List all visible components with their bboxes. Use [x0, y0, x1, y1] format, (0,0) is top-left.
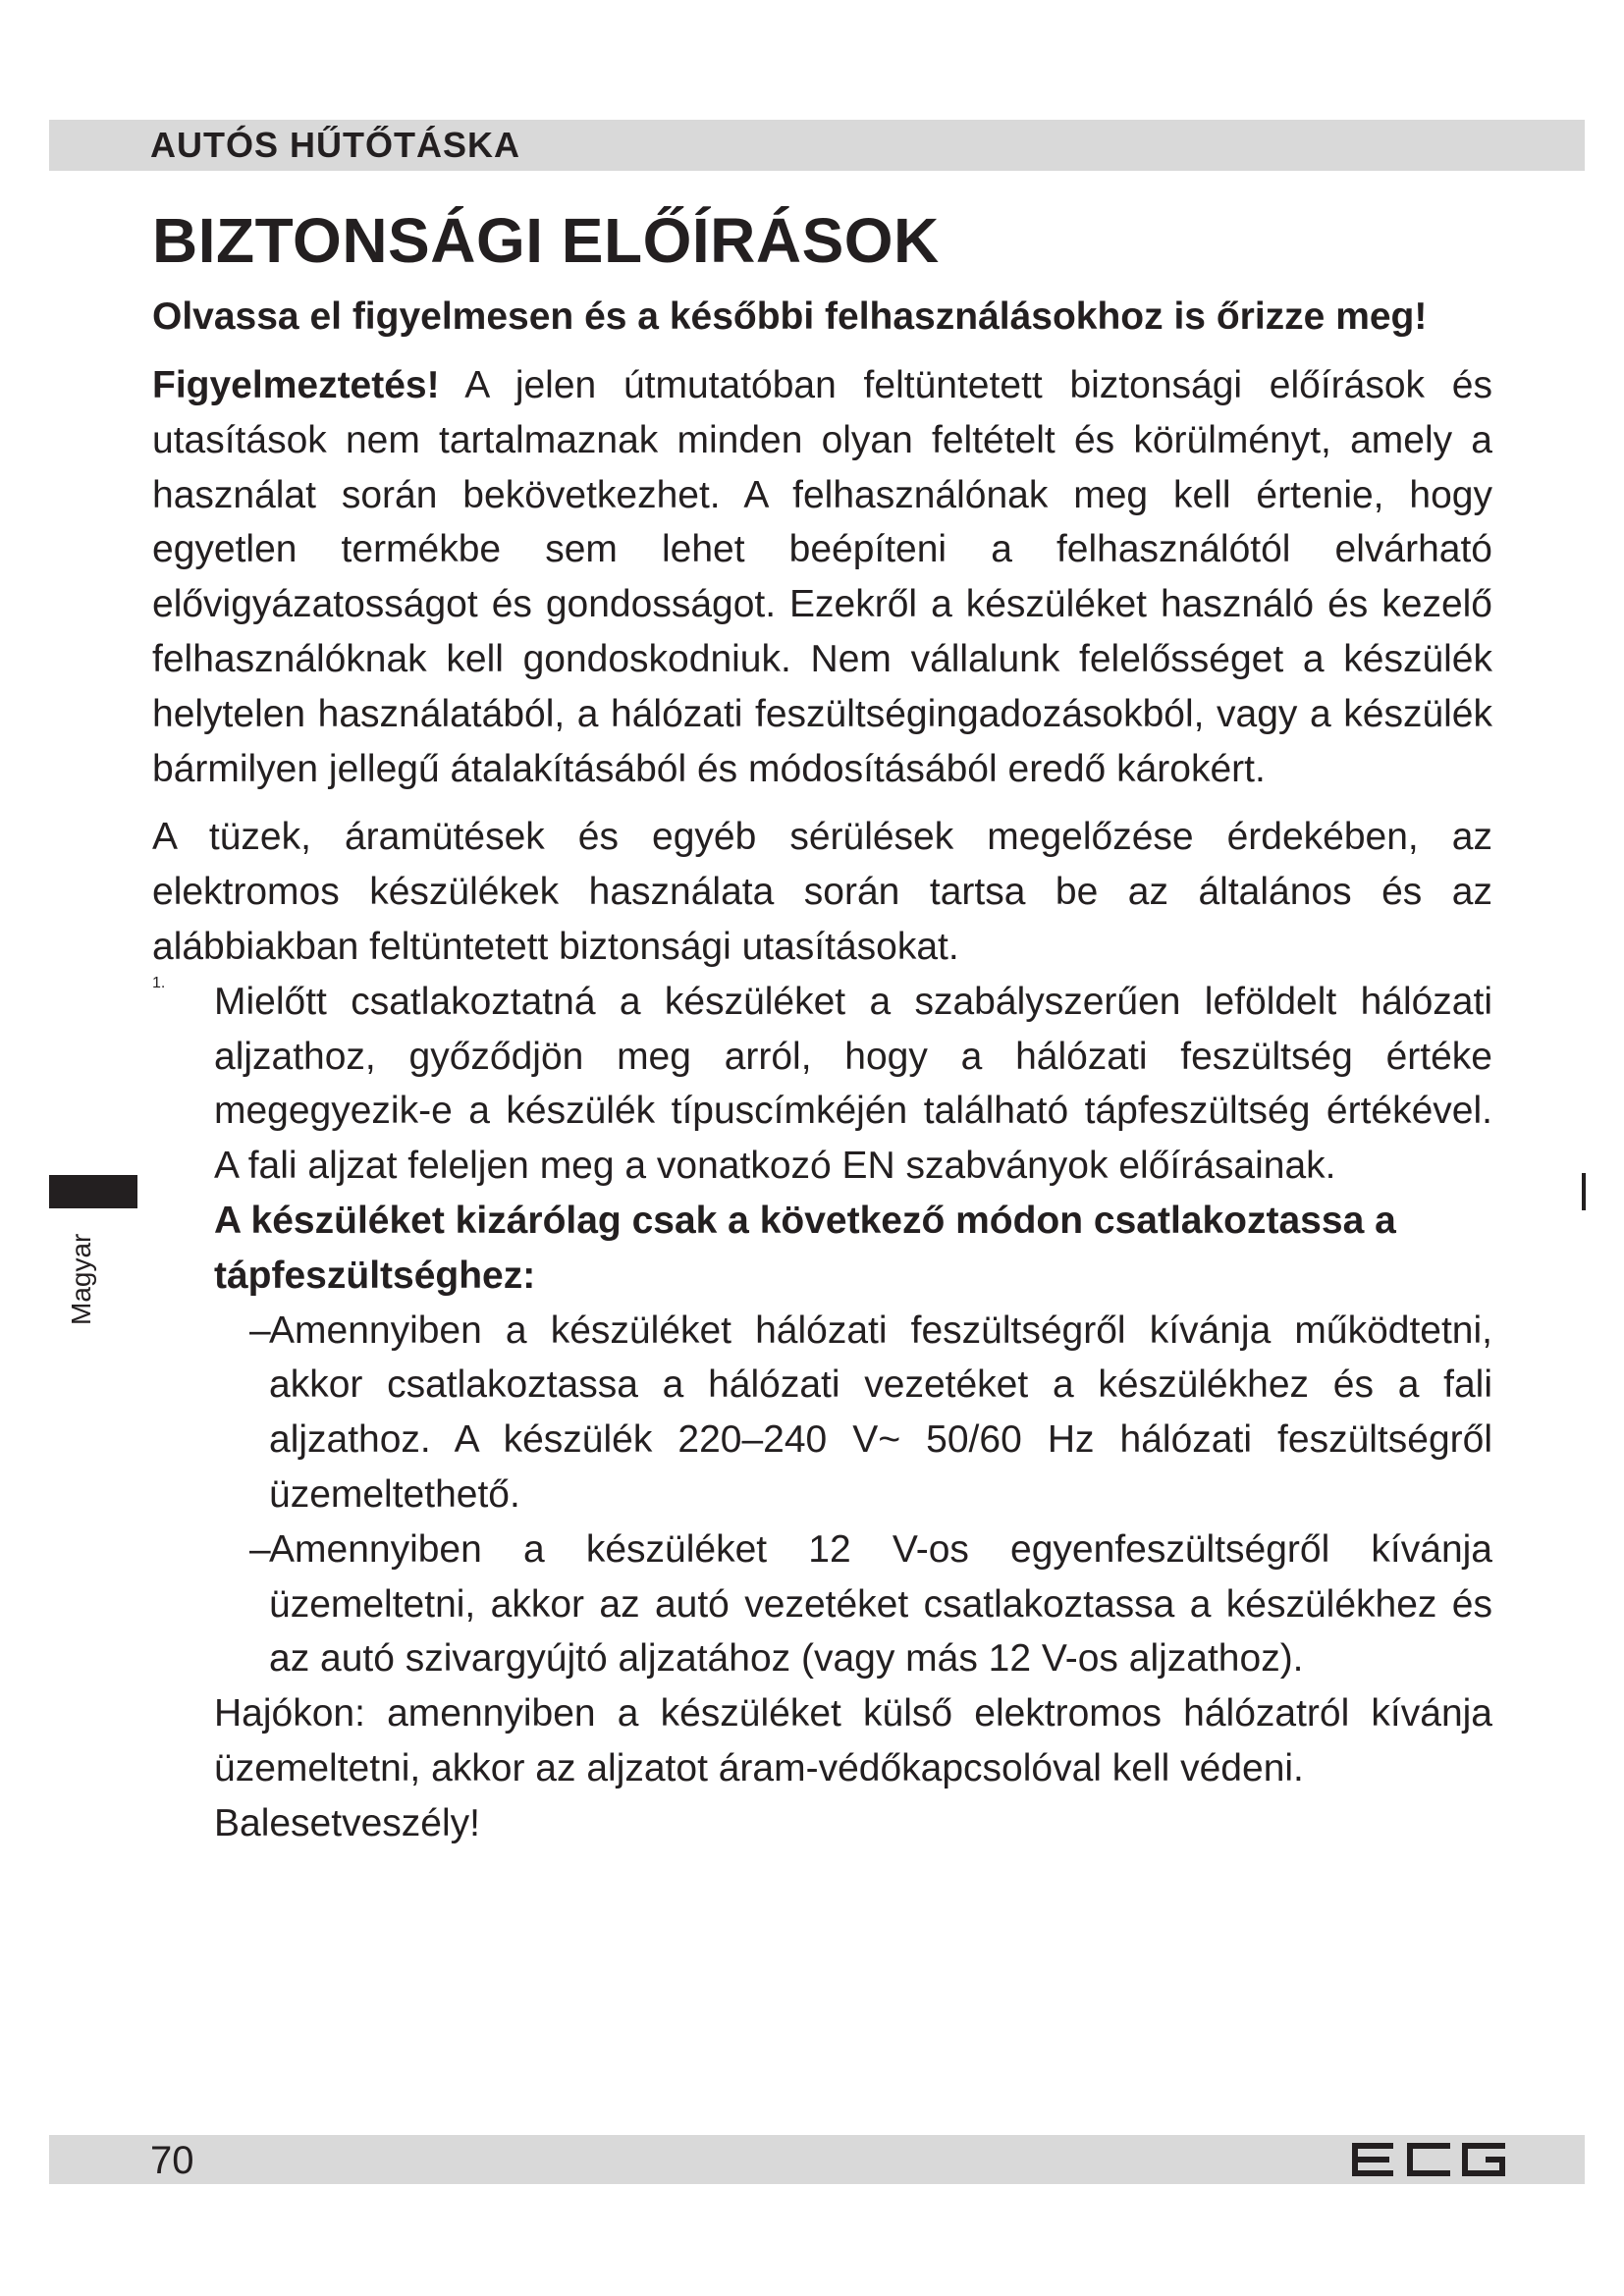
- dash-list: [214, 1304, 1492, 1687]
- list-item-bold-text: A készüléket kizárólag csak a következő módon csatlakoztassa a tápfeszültséghez:: [214, 1199, 1396, 1297]
- header-bar: [49, 120, 1585, 171]
- list-item: [152, 975, 1492, 1851]
- ecg-logo: [1350, 2143, 1507, 2176]
- danger-text: Balesetveszély!: [214, 1801, 480, 1844]
- dash-list-item: [214, 1522, 1492, 1686]
- dash-item-text: Amennyiben a készüléket hálózati feszültségről kívánja működtetni, akkor csatlakoztassa a hálózati vezetéket a készülékhez és a fali aljzathoz. A készülék 220–240 V~ 50/60 Hz hálózati feszültségről üzemeltethető.: [269, 1308, 1492, 1516]
- list-item-number: 1.: [152, 974, 166, 991]
- intro-paragraph: A tüzek, áramütések és egyéb sérülések megelőzése érdekében, az elektromos készülékek használata során tartsa be az általános és az alábbiakban feltüntetett biztonsági utasításokat.: [152, 816, 1492, 968]
- warning-text: A jelen útmutatóban feltüntetett biztonsági előírások és utasítások nem tartalmaznak minden olyan feltételt és körülményt, amely a használat során bekövetkezhet. A felhasználónak meg kell értenie, hogy egyetlen termékbe sem lehet beépíteni a felhasználótól elvárható elővigyázatosságot és gondosságot. Ezekről a készüléket használó és kezelő felhasználóknak kell gondoskodniuk. Nem vállalunk felelősséget a készülék helytelen használatából, a hálózati feszültségingadozásokból, vagy a készülék bármilyen jellegű átalakításából és módosításából eredő károkért.: [152, 364, 1492, 790]
- page-number: 70: [150, 2139, 194, 2182]
- dash-marker: –: [249, 1527, 271, 1571]
- side-language-tab: [49, 1175, 137, 1208]
- page-title: BIZTONSÁGI ELŐÍRÁSOK: [152, 205, 940, 276]
- header-title: AUTÓS HŰTŐTÁSKA: [150, 125, 520, 165]
- footer-bar: [49, 2135, 1585, 2184]
- side-marker-bar: [1582, 1173, 1586, 1210]
- main-content: [152, 201, 1492, 1851]
- side-language-label: Magyar: [66, 1233, 96, 1325]
- ships-paragraph: Hajókon: amennyiben a készüléket külső elektromos hálózatról kívánja üzemeltetni, akkor az aljzatot áram-védőkapcsolóval kell védeni.: [214, 1692, 1492, 1789]
- warning-paragraph: [152, 358, 1492, 796]
- dash-item-text: Amennyiben a készüléket 12 V-os egyenfeszültségről kívánja üzemeltetni, akkor az autó vezetéket csatlakoztassa a készülékhez és az autó szivargyújtó aljzatához (vagy más 12 V-os aljzathoz).: [269, 1527, 1492, 1681]
- dash-marker: –: [249, 1308, 271, 1352]
- subtitle: Olvassa el figyelmesen és a későbbi felhasználásokhoz is őrizze meg!: [152, 295, 1428, 338]
- dash-list-item: [214, 1304, 1492, 1522]
- list-item-text: Mielőtt csatlakoztatná a készüléket a szabályszerűen leföldelt hálózati aljzathoz, győződjön meg arról, hogy a hálózati feszültség értéke megegyezik-e a készülék típuscímkéjén található tápfeszültség értékével. A fali aljzat feleljen meg a vonatkozó EN szabványok előírásainak.: [214, 980, 1492, 1188]
- warning-label: Figyelmeztetés!: [152, 364, 440, 406]
